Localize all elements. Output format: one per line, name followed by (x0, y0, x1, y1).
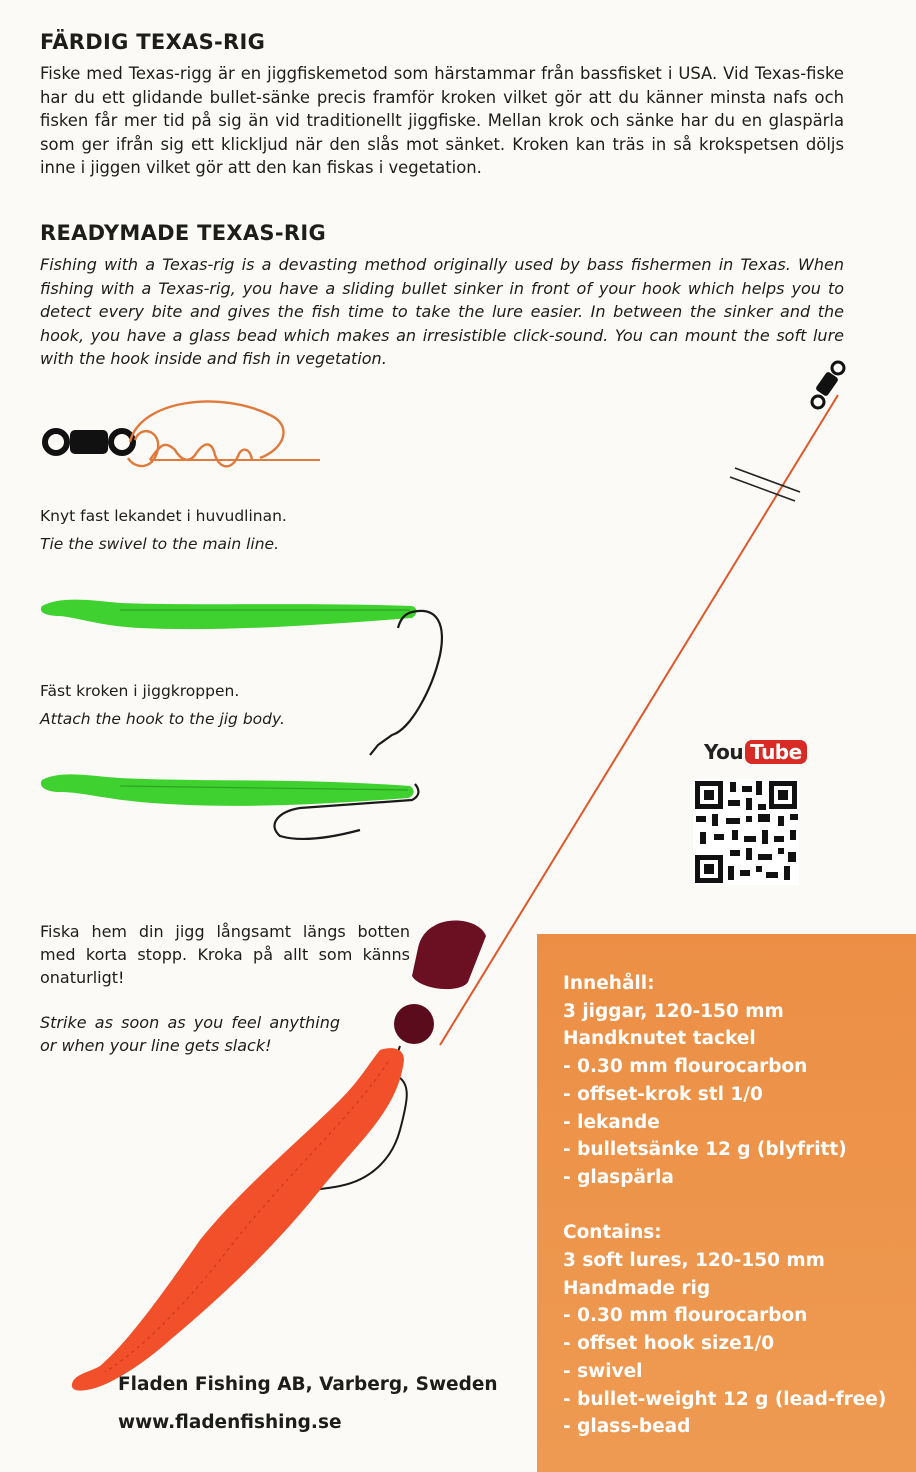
list-item: - bulletsänke 12 g (blyfritt) (563, 1139, 847, 1161)
step-1-english: Tie the swivel to the main line. (40, 535, 280, 553)
step-2-swedish: Fäst kroken i jiggkroppen. (40, 682, 240, 700)
green-lure-icon (41, 600, 417, 629)
paragraph-swedish: Fiske med Texas-rigg är en jiggfiskemetod som härstammar från bassfisket i USA. Vid Texas-fiske har du ett glidande bullet-sänke precis framför kroken vilket gör att du känner minsta nafs och fisken får mer tid på sig än vid traditionellt jiggfiske. Mellan krok och sänke har du en glaspärla som ger ifrån sig ett klickljud när den slås mot sänket. Kroken kan träs in så krokspetsen döljs inne i jiggen vilket gör att den kan fiskas i vegetation. (40, 64, 844, 177)
list-item: - offset-krok stl 1/0 (563, 1083, 763, 1105)
knot-line (128, 401, 320, 466)
youtube-logo[interactable] (704, 740, 807, 764)
contents-list (563, 970, 903, 1441)
list-item: - offset hook size1/0 (563, 1333, 775, 1355)
contents-heading-swedish: Innehåll: (563, 973, 655, 994)
title-english: READYMADE TEXAS-RIG (40, 221, 326, 245)
step-3-swedish: Fiska hem din jigg långsamt längs botten med korta stopp. Kroka på allt som känns onaturligt! (40, 922, 410, 987)
swivel-knot-icon (45, 430, 133, 454)
paragraph-english: Fishing with a Texas-rig is a devasting method originally used by bass fishermen in Texas. When fishing with a Texas-rig, you have a sliding bullet sinker in front of your hook which helps you to detect every bite and gives the fish time to take the lure easier. In between the sinker and the hook, you have a glass bead which makes an irresistible click-sound. You can mount the soft lure with the hook inside and fish in vegetation. (40, 255, 844, 368)
orange-lure-icon (72, 1048, 404, 1390)
swivel-top-icon (812, 362, 844, 408)
youtube-tube: Tube (745, 740, 807, 764)
green-lure-icon (41, 774, 414, 805)
list-item: - lekande (563, 1111, 660, 1133)
title-swedish: FÄRDIG TEXAS-RIG (40, 30, 266, 54)
list-item: 3 soft lures, 120-150 mm (563, 1250, 825, 1272)
qr-code-icon (693, 779, 799, 885)
list-item: 3 jiggar, 120-150 mm (563, 1000, 784, 1022)
list-item: - bullet-weight 12 g (lead-free) (563, 1388, 887, 1410)
step-2-english: Attach the hook to the jig body. (40, 710, 285, 728)
company-name: Fladen Fishing AB, Varberg, Sweden (118, 1374, 498, 1395)
step-1-swedish: Knyt fast lekandet i huvudlinan. (40, 507, 287, 525)
hook-icon (370, 611, 442, 755)
list-item: - swivel (563, 1360, 643, 1382)
list-item: Handmade rig (563, 1277, 711, 1299)
website-link[interactable]: www.fladenfishing.se (118, 1412, 342, 1433)
step-2 (40, 677, 360, 733)
list-item: Handknutet tackel (563, 1028, 756, 1050)
list-item: - 0.30 mm flourocarbon (563, 1056, 808, 1078)
bullet-sinker-icon (412, 921, 486, 990)
contents-heading-english: Contains: (563, 1222, 662, 1244)
list-item: - 0.30 mm flourocarbon (563, 1305, 808, 1327)
youtube-you: You (704, 740, 744, 764)
step-3 (40, 920, 410, 1057)
step-3-english: Strike as soon as you feel anything or when your line gets slack! (40, 1013, 340, 1055)
list-item: - glass-bead (563, 1416, 691, 1438)
list-item: - glaspärla (563, 1166, 674, 1188)
step-1 (40, 502, 360, 558)
